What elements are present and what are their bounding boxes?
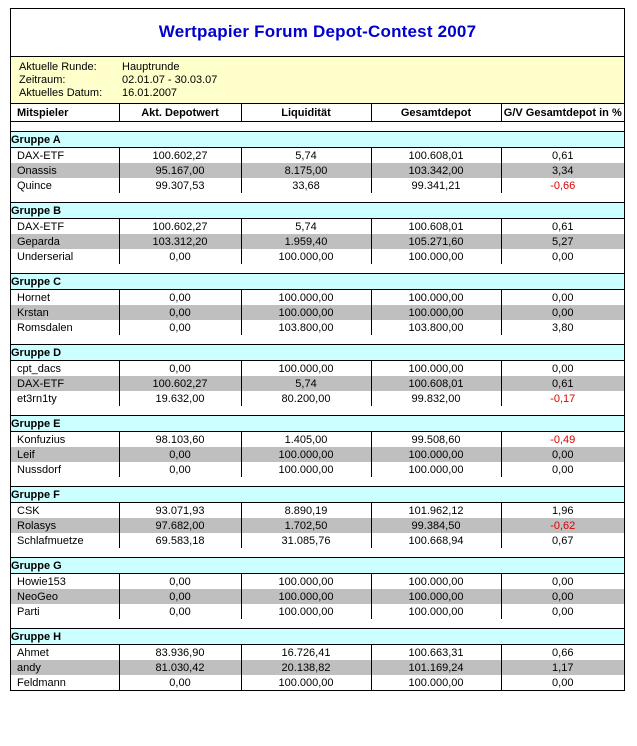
table-row: [11, 148, 624, 164]
player-name: Geparda: [11, 234, 119, 249]
liquidity-value: 100.000,00: [241, 290, 371, 306]
info-row-round: [11, 61, 624, 74]
spacer-cell: [11, 619, 624, 629]
depot-value: 69.583,18: [119, 533, 241, 548]
liquidity-value: 8.175,00: [241, 163, 371, 178]
depot-value: 103.312,20: [119, 234, 241, 249]
total-depot-value: 100.000,00: [371, 447, 501, 462]
player-name: CSK: [17, 504, 40, 517]
gain-loss-percent: -0,49: [501, 432, 624, 448]
spacer-cell: [11, 335, 624, 345]
group-header-row: [11, 416, 624, 432]
group-header-row: [11, 629, 624, 645]
total-depot-value: 100.000,00: [371, 462, 501, 477]
table-row: [11, 574, 624, 590]
gain-loss-percent: 5,27: [501, 234, 624, 249]
gain-loss-percent: 0,00: [501, 290, 624, 306]
liquidity-value: 1.702,50: [241, 518, 371, 533]
table-header-row: [11, 104, 624, 122]
liquidity-value: 5,74: [241, 376, 371, 391]
column-header: Liquidität: [241, 104, 371, 122]
table-row: [11, 376, 624, 391]
gain-loss-percent: 0,00: [501, 462, 624, 477]
gain-loss-percent: 0,61: [501, 148, 624, 164]
liquidity-value: 103.800,00: [241, 320, 371, 335]
depot-value: 0,00: [119, 361, 241, 377]
total-depot-value: 105.271,60: [371, 234, 501, 249]
gain-loss-percent: 1,17: [501, 660, 624, 675]
liquidity-value: 100.000,00: [241, 249, 371, 264]
table-row: [11, 462, 624, 477]
group-spacer: [11, 406, 624, 416]
gain-loss-percent: 0,00: [501, 249, 624, 264]
period-value: 02.01.07 - 30.03.07: [122, 74, 218, 86]
depot-value: 0,00: [119, 604, 241, 619]
info-row-date: [11, 87, 624, 100]
standings-table: [11, 104, 624, 690]
liquidity-value: 1.959,40: [241, 234, 371, 249]
player-name: Krstan: [11, 305, 119, 320]
total-depot-value: 101.962,12: [371, 503, 501, 519]
total-depot-value: 100.000,00: [371, 290, 501, 306]
player-name: cpt_dacs: [17, 362, 62, 375]
table-row: [11, 589, 624, 604]
group-name: Gruppe G: [11, 558, 624, 574]
spacer-cell: [11, 406, 624, 416]
total-depot-value: 100.668,94: [371, 533, 501, 548]
info-box: [11, 57, 624, 104]
gain-loss-percent: 0,00: [501, 604, 624, 619]
table-row: [11, 163, 624, 178]
table-row: [11, 645, 624, 661]
player-name: et3rn1ty: [17, 392, 57, 405]
liquidity-value: 5,74: [241, 219, 371, 235]
table-row: [11, 320, 624, 335]
column-header: Akt. Depotwert: [119, 104, 241, 122]
total-depot-value: 100.000,00: [371, 574, 501, 590]
table-row: [11, 234, 624, 249]
gain-loss-percent: 0,67: [501, 533, 624, 548]
liquidity-value: 100.000,00: [241, 462, 371, 477]
group-name: Gruppe H: [11, 629, 624, 645]
gain-loss-percent: 1,96: [501, 503, 624, 519]
group-header-row: [11, 487, 624, 503]
player-name: Romsdalen: [17, 321, 73, 334]
gain-loss-percent: 3,80: [501, 320, 624, 335]
depot-value: 95.167,00: [119, 163, 241, 178]
player-name: DAX-ETF: [17, 220, 65, 233]
gain-loss-percent: 0,61: [501, 219, 624, 235]
depot-value: 0,00: [119, 305, 241, 320]
total-depot-value: 99.508,60: [371, 432, 501, 448]
table-row: [11, 219, 624, 235]
group-spacer: [11, 548, 624, 558]
depot-value: 100.602,27: [119, 219, 241, 235]
total-depot-value: 103.800,00: [371, 320, 501, 335]
date-label: Aktuelles Datum:: [19, 87, 103, 99]
player-name: Onassis: [11, 163, 119, 178]
total-depot-value: 103.342,00: [371, 163, 501, 178]
total-depot-value: 100.000,00: [371, 589, 501, 604]
liquidity-value: 100.000,00: [241, 574, 371, 590]
total-depot-value: 99.832,00: [371, 391, 501, 406]
title-box: [11, 9, 624, 57]
depot-value: 0,00: [119, 249, 241, 264]
depot-value: 0,00: [119, 589, 241, 604]
depot-value: 83.936,90: [119, 645, 241, 661]
player-name: Ahmet: [17, 646, 49, 659]
group-spacer: [11, 264, 624, 274]
player-name: NeoGeo: [11, 589, 119, 604]
total-depot-value: 99.384,50: [371, 518, 501, 533]
group-spacer: [11, 193, 624, 203]
liquidity-value: 20.138,82: [241, 660, 371, 675]
depot-value: 0,00: [119, 574, 241, 590]
group-name: Gruppe E: [11, 416, 624, 432]
table-row: [11, 432, 624, 448]
table-row: [11, 305, 624, 320]
depot-value: 0,00: [119, 675, 241, 690]
player-name: Nussdorf: [17, 463, 62, 476]
table-row: [11, 361, 624, 377]
liquidity-value: 100.000,00: [241, 589, 371, 604]
spacer-cell: [11, 477, 624, 487]
group-header-row: [11, 345, 624, 361]
group-header-row: [11, 132, 624, 148]
period-label: Zeitraum:: [19, 74, 66, 86]
group-name: Gruppe C: [11, 274, 624, 290]
depot-value: 81.030,42: [119, 660, 241, 675]
total-depot-value: 100.000,00: [371, 361, 501, 377]
liquidity-value: 1.405,00: [241, 432, 371, 448]
depot-value: 100.602,27: [119, 148, 241, 164]
gain-loss-percent: 0,61: [501, 376, 624, 391]
gain-loss-percent: -0,17: [501, 391, 624, 406]
liquidity-value: 100.000,00: [241, 305, 371, 320]
total-depot-value: 100.000,00: [371, 675, 501, 690]
liquidity-value: 100.000,00: [241, 361, 371, 377]
liquidity-value: 100.000,00: [241, 447, 371, 462]
player-name: Leif: [11, 447, 119, 462]
group-name: Gruppe D: [11, 345, 624, 361]
liquidity-value: 80.200,00: [241, 391, 371, 406]
depot-value: 99.307,53: [119, 178, 241, 193]
table-row: [11, 249, 624, 264]
depot-value: 97.682,00: [119, 518, 241, 533]
spacer-cell: [11, 264, 624, 274]
group-spacer: [11, 619, 624, 629]
total-depot-value: 100.000,00: [371, 249, 501, 264]
group-name: Gruppe A: [11, 132, 624, 148]
depot-value: 0,00: [119, 290, 241, 306]
total-depot-value: 99.341,21: [371, 178, 501, 193]
group-spacer: [11, 335, 624, 345]
gain-loss-percent: 3,34: [501, 163, 624, 178]
column-header: Gesamtdepot: [371, 104, 501, 122]
table-row: [11, 518, 624, 533]
gain-loss-percent: 0,00: [501, 675, 624, 690]
total-depot-value: 100.663,31: [371, 645, 501, 661]
table-row: [11, 178, 624, 193]
date-value: 16.01.2007: [122, 87, 178, 99]
total-depot-value: 100.000,00: [371, 604, 501, 619]
liquidity-value: 16.726,41: [241, 645, 371, 661]
depot-value: 98.103,60: [119, 432, 241, 448]
spacer-cell: [11, 193, 624, 203]
liquidity-value: 33,68: [241, 178, 371, 193]
gain-loss-percent: -0,62: [501, 518, 624, 533]
table-row: [11, 533, 624, 548]
depot-value: 0,00: [119, 462, 241, 477]
table-row: [11, 660, 624, 675]
liquidity-value: 100.000,00: [241, 675, 371, 690]
player-name: Underserial: [17, 250, 74, 263]
total-depot-value: 100.608,01: [371, 219, 501, 235]
column-header: Mitspieler: [11, 104, 119, 122]
column-header: G/V Gesamtdepot in %: [501, 104, 624, 122]
gain-loss-percent: 0,00: [501, 305, 624, 320]
player-name: andy: [11, 660, 119, 675]
liquidity-value: 31.085,76: [241, 533, 371, 548]
player-name: Rolasys: [11, 518, 119, 533]
table-row: [11, 604, 624, 619]
table-row: [11, 503, 624, 519]
round-label: Aktuelle Runde:: [19, 61, 97, 73]
group-spacer: [11, 122, 624, 132]
depot-value: 19.632,00: [119, 391, 241, 406]
total-depot-value: 100.000,00: [371, 305, 501, 320]
depot-value: 0,00: [119, 320, 241, 335]
player-name: Schlafmuetze: [17, 534, 84, 547]
round-value: Hauptrunde: [122, 61, 180, 73]
player-name: DAX-ETF: [17, 149, 65, 162]
group-header-row: [11, 203, 624, 219]
player-name: DAX-ETF: [11, 376, 119, 391]
table-row: [11, 290, 624, 306]
group-name: Gruppe B: [11, 203, 624, 219]
liquidity-value: 100.000,00: [241, 604, 371, 619]
gain-loss-percent: 0,00: [501, 589, 624, 604]
depot-value: 0,00: [119, 447, 241, 462]
group-name: Gruppe F: [11, 487, 624, 503]
spacer-cell: [11, 122, 624, 132]
group-spacer: [11, 477, 624, 487]
contest-frame: [10, 8, 625, 691]
total-depot-value: 101.169,24: [371, 660, 501, 675]
spacer-cell: [11, 548, 624, 558]
gain-loss-percent: 0,00: [501, 447, 624, 462]
gain-loss-percent: 0,00: [501, 574, 624, 590]
group-header-row: [11, 274, 624, 290]
page-title: Wertpapier Forum Depot-Contest 2007: [158, 22, 477, 41]
table-row: [11, 391, 624, 406]
player-name: Quince: [17, 179, 52, 192]
player-name: Parti: [17, 605, 40, 618]
total-depot-value: 100.608,01: [371, 148, 501, 164]
player-name: Konfuzius: [17, 433, 66, 446]
depot-value: 100.602,27: [119, 376, 241, 391]
gain-loss-percent: 0,00: [501, 361, 624, 377]
depot-value: 93.071,93: [119, 503, 241, 519]
table-row: [11, 447, 624, 462]
player-name: Howie153: [17, 575, 66, 588]
gain-loss-percent: -0,66: [501, 178, 624, 193]
liquidity-value: 5,74: [241, 148, 371, 164]
liquidity-value: 8.890,19: [241, 503, 371, 519]
total-depot-value: 100.608,01: [371, 376, 501, 391]
gain-loss-percent: 0,66: [501, 645, 624, 661]
player-name: Feldmann: [17, 676, 66, 689]
table-row: [11, 675, 624, 690]
player-name: Hornet: [17, 291, 51, 304]
info-row-period: [11, 74, 624, 87]
group-header-row: [11, 558, 624, 574]
